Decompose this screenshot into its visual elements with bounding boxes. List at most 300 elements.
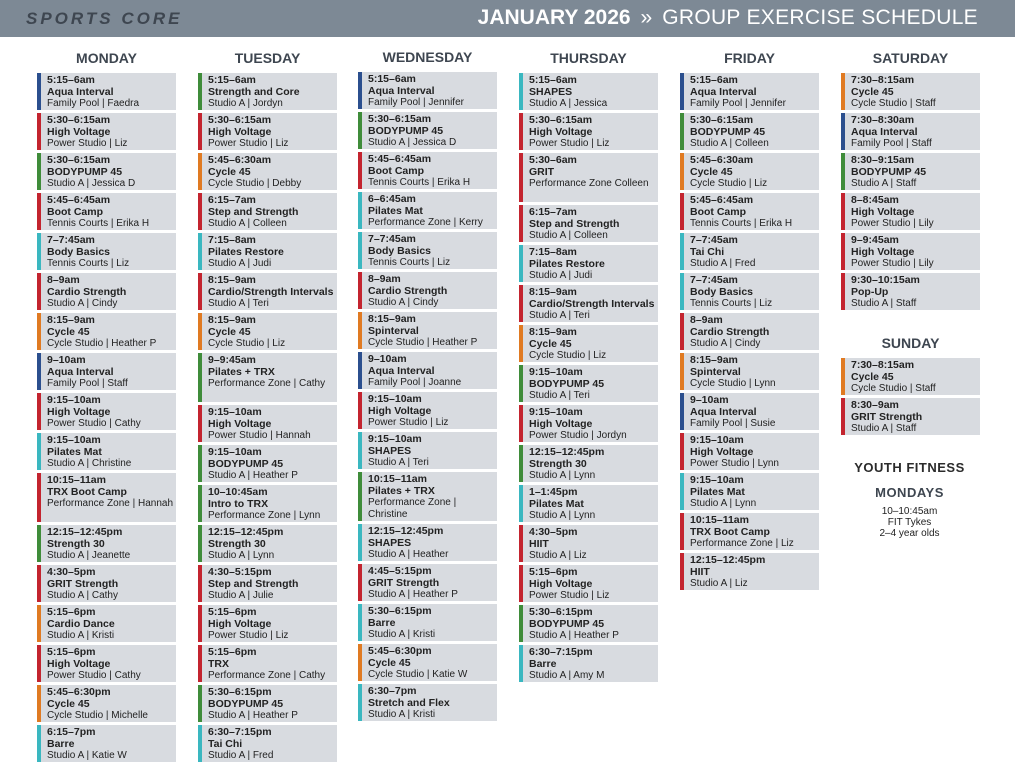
class-location: Studio A | Colleen: [529, 230, 608, 241]
class-name: BODYPUMP 45: [208, 458, 284, 470]
class-time: 5:30–6:15pm: [368, 605, 432, 617]
class-time: 7–7:45am: [47, 234, 95, 246]
class-card: [680, 553, 819, 590]
class-name: Cycle 45: [851, 371, 894, 383]
class-name: Cycle 45: [851, 86, 894, 98]
class-card: [37, 725, 176, 762]
class-location: Tennis Courts | Erika H: [690, 218, 793, 229]
class-location: Studio A | Judi: [529, 270, 593, 281]
class-time: 5:30–6:15am: [529, 114, 593, 126]
class-location: Performance Zone | Kerry: [368, 217, 483, 228]
class-time: 5:15–6am: [208, 74, 256, 86]
class-name: High Voltage: [690, 446, 754, 458]
class-name: Barre: [47, 738, 75, 750]
class-time: 12:15–12:45pm: [208, 526, 284, 538]
class-location: Studio A | Jessica: [529, 98, 608, 109]
class-name: Cycle 45: [47, 326, 90, 338]
class-card: [680, 273, 819, 310]
class-name: HIIT: [690, 566, 710, 578]
class-time: 5:30–6:15am: [208, 114, 272, 126]
class-location: Performance Zone | Christine: [368, 497, 457, 520]
class-name: TRX: [208, 658, 229, 670]
brand-logo: SPORTS CORE: [26, 9, 183, 28]
class-card: [519, 565, 658, 602]
class-card: [37, 433, 176, 470]
class-location: Tennis Courts | Liz: [47, 258, 130, 269]
class-name: Aqua Interval: [368, 85, 435, 97]
class-card: [358, 72, 497, 109]
class-location: Cycle Studio | Staff: [851, 98, 936, 109]
class-card: [37, 565, 176, 602]
class-name: Strength 30: [208, 538, 266, 550]
class-name: Body Basics: [690, 286, 754, 298]
class-card: [198, 405, 337, 442]
class-card: [198, 485, 337, 522]
class-card: [358, 312, 497, 349]
class-location: Studio A | Teri: [208, 298, 269, 309]
class-location: Power Studio | Liz: [368, 417, 449, 428]
class-card: [680, 233, 819, 270]
class-card: [841, 233, 980, 270]
class-location: Studio A | Kristi: [47, 630, 115, 641]
class-location: Power Studio | Liz: [208, 138, 289, 149]
class-location: Studio A | Staff: [851, 178, 917, 189]
class-card: [37, 525, 176, 562]
class-location: Performance Zone Colleen: [529, 178, 649, 189]
class-card: [198, 605, 337, 642]
class-time: 5:45–6:30pm: [368, 645, 432, 657]
class-card: [680, 113, 819, 150]
class-time: 5:15–6pm: [47, 606, 96, 618]
class-card: [841, 398, 980, 435]
class-name: Body Basics: [47, 246, 111, 258]
class-name: Aqua Interval: [47, 86, 114, 98]
class-name: Step and Strength: [208, 206, 299, 218]
day-heading: FRIDAY: [724, 50, 775, 66]
class-location: Studio A | Heather: [368, 549, 449, 560]
class-name: Cardio/Strength Intervals: [529, 298, 655, 310]
class-time: 5:45–6:30am: [690, 154, 754, 166]
class-name: Cycle 45: [47, 698, 90, 710]
class-time: 8:15–9am: [529, 326, 577, 338]
class-name: Boot Camp: [368, 165, 424, 177]
class-card: [37, 473, 176, 522]
day-column-wednesday: [358, 47, 497, 724]
class-time: 5:45–6:30pm: [47, 686, 111, 698]
class-card: [841, 73, 980, 110]
class-time: 8–9am: [368, 273, 401, 285]
class-time: 12:15–12:45pm: [47, 526, 123, 538]
class-name: Cardio Strength: [690, 326, 770, 338]
class-name: Intro to TRX: [208, 498, 269, 510]
class-name: Cycle 45: [208, 166, 251, 178]
class-card: [358, 192, 497, 229]
class-location: Studio A | Cindy: [368, 297, 439, 308]
class-location: Tennis Courts | Liz: [368, 257, 451, 268]
class-time: 6–6:45am: [368, 193, 416, 205]
class-location: Power Studio | Lily: [851, 258, 934, 269]
class-card: [519, 445, 658, 482]
class-card: [358, 472, 497, 521]
class-location: Family Pool | Jennifer: [690, 98, 786, 109]
class-card: [37, 353, 176, 390]
class-location: Performance Zone | Liz: [690, 538, 794, 549]
class-card: [37, 233, 176, 270]
class-time: 4:30–5pm: [47, 566, 96, 578]
class-location: Studio A | Jordyn: [208, 98, 283, 109]
class-time: 8–9am: [47, 274, 80, 286]
class-name: High Voltage: [47, 126, 111, 138]
class-location: Power Studio | Liz: [47, 138, 128, 149]
class-location: Tennis Courts | Erika H: [368, 177, 471, 188]
class-name: TRX Boot Camp: [47, 486, 127, 498]
class-card: [519, 645, 658, 682]
class-location: Power Studio | Liz: [529, 138, 610, 149]
class-card: [198, 153, 337, 190]
class-card: [680, 393, 819, 430]
day-column-monday: [37, 48, 176, 762]
class-location: Studio A | Christine: [47, 458, 132, 469]
class-time: 5:45–6:30am: [208, 154, 272, 166]
class-card: [519, 153, 658, 202]
class-name: TRX Boot Camp: [690, 526, 770, 538]
class-time: 10–10:45am: [208, 486, 268, 498]
class-card: [37, 73, 176, 110]
class-name: Tai Chi: [690, 246, 725, 258]
class-name: BODYPUMP 45: [47, 166, 123, 178]
class-time: 9:15–10am: [208, 446, 262, 458]
class-time: 12:15–12:45pm: [529, 446, 605, 458]
class-card: [519, 73, 658, 110]
class-location: Power Studio | Hannah: [208, 430, 311, 441]
class-name: Aqua Interval: [47, 366, 114, 378]
class-time: 5:15–6am: [690, 74, 738, 86]
day-heading: WEDNESDAY: [382, 49, 473, 65]
class-card: [519, 245, 658, 282]
class-card: [37, 153, 176, 190]
class-card: [680, 193, 819, 230]
youth-time: 10–10:45am: [881, 506, 938, 517]
class-card: [198, 445, 337, 482]
class-time: 7–7:45am: [368, 233, 416, 245]
class-time: 5:30–6:15am: [47, 114, 111, 126]
class-time: 7:30–8:15am: [851, 359, 915, 371]
class-name: High Voltage: [208, 618, 272, 630]
class-name: Strength 30: [529, 458, 587, 470]
page-title: [478, 6, 978, 30]
class-card: [841, 273, 980, 310]
class-card: [358, 112, 497, 149]
class-card: [198, 273, 337, 310]
class-name: High Voltage: [368, 405, 432, 417]
class-card: [680, 473, 819, 510]
class-location: Studio A | Kristi: [368, 629, 436, 640]
class-time: 9–9:45am: [851, 234, 899, 246]
header-bar: [0, 0, 1015, 37]
youth-ages: 2–4 year olds: [879, 528, 940, 539]
class-location: Studio A | Liz: [690, 578, 748, 589]
youth-fitness-section: [838, 460, 981, 539]
class-name: Cardio/Strength Intervals: [208, 286, 334, 298]
class-name: High Voltage: [851, 246, 915, 258]
class-card: [358, 152, 497, 189]
class-name: BODYPUMP 45: [529, 378, 605, 390]
class-name: Spinterval: [368, 325, 419, 337]
youth-title: YOUTH FITNESS: [854, 460, 965, 475]
day-heading: SUNDAY: [881, 335, 940, 351]
class-location: Tennis Courts | Liz: [690, 298, 773, 309]
day-heading: THURSDAY: [550, 50, 627, 66]
class-card: [680, 73, 819, 110]
class-location: Performance Zone | Lynn: [208, 510, 321, 521]
class-location: Performance Zone | Cathy: [208, 670, 326, 681]
class-location: Studio A | Staff: [851, 298, 917, 309]
class-time: 7–7:45am: [690, 234, 738, 246]
class-location: Studio A | Lynn: [208, 550, 275, 561]
class-time: 7:15–8am: [529, 246, 577, 258]
class-name: High Voltage: [47, 658, 111, 670]
class-location: Studio A | Staff: [851, 423, 917, 434]
class-location: Studio A | Jeanette: [47, 550, 131, 561]
class-time: 5:45–6:45am: [368, 153, 432, 165]
class-location: Cycle Studio | Katie W: [368, 669, 468, 680]
class-name: Cycle 45: [690, 166, 733, 178]
day-heading: TUESDAY: [234, 50, 301, 66]
class-location: Studio A | Heather P: [529, 630, 619, 641]
class-name: Pilates + TRX: [368, 485, 435, 497]
class-card: [841, 193, 980, 230]
class-name: Aqua Interval: [690, 406, 757, 418]
class-time: 10:15–11am: [368, 473, 427, 485]
class-card: [198, 685, 337, 722]
class-location: Power Studio | Lynn: [690, 458, 779, 469]
class-name: Pilates Restore: [529, 258, 605, 270]
class-card: [198, 193, 337, 230]
class-location: Performance Zone | Hannah: [47, 498, 174, 509]
class-time: 10:15–11am: [47, 474, 106, 486]
class-time: 1–1:45pm: [529, 486, 578, 498]
class-name: High Voltage: [208, 418, 272, 430]
class-location: Power Studio | Jordyn: [529, 430, 627, 441]
class-time: 6:30–7:15pm: [529, 646, 593, 658]
class-card: [198, 565, 337, 602]
class-name: Spinterval: [690, 366, 741, 378]
class-time: 8:15–9am: [529, 286, 577, 298]
class-location: Studio A | Fred: [208, 750, 274, 761]
class-card: [680, 313, 819, 350]
class-card: [358, 232, 497, 269]
class-time: 7:15–8am: [208, 234, 256, 246]
class-name: Barre: [368, 617, 396, 629]
class-name: Pilates Mat: [368, 205, 423, 217]
class-card: [198, 645, 337, 682]
class-time: 9:15–10am: [368, 393, 422, 405]
class-time: 5:30–6:15pm: [208, 686, 272, 698]
class-location: Studio A | Teri: [368, 457, 429, 468]
class-time: 9–10am: [368, 353, 407, 365]
class-location: Family Pool | Faedra: [47, 98, 140, 109]
class-location: Cycle Studio | Heather P: [368, 337, 478, 348]
class-time: 10:15–11am: [690, 514, 749, 526]
class-name: Boot Camp: [47, 206, 103, 218]
class-name: SHAPES: [529, 86, 573, 98]
class-card: [198, 353, 337, 402]
class-location: Studio A | Judi: [208, 258, 272, 269]
class-location: Studio A | Heather P: [368, 589, 458, 600]
class-time: 8:15–9am: [690, 354, 738, 366]
class-time: 4:30–5pm: [529, 526, 578, 538]
day-column-sunday: [841, 333, 980, 438]
day-column-tuesday: [198, 48, 337, 762]
class-card: [841, 358, 980, 395]
class-location: Studio A | Lynn: [529, 510, 596, 521]
class-name: GRIT: [529, 166, 555, 178]
class-location: Tennis Courts | Erika H: [47, 218, 150, 229]
class-name: Pilates Mat: [690, 486, 745, 498]
class-card: [358, 352, 497, 389]
class-time: 8:15–9am: [208, 314, 256, 326]
class-time: 9:15–10am: [529, 406, 583, 418]
class-location: Studio A | Jessica D: [47, 178, 136, 189]
class-card: [358, 644, 497, 681]
class-name: Pilates Restore: [208, 246, 284, 258]
class-name: Cardio Strength: [368, 285, 448, 297]
class-card: [358, 564, 497, 601]
class-name: High Voltage: [529, 126, 593, 138]
class-time: 8:15–9am: [208, 274, 256, 286]
class-location: Studio A | Colleen: [208, 218, 287, 229]
class-location: Studio A | Jessica D: [368, 137, 457, 148]
class-time: 8–9am: [690, 314, 723, 326]
class-location: Power Studio | Lily: [851, 218, 934, 229]
class-time: 4:45–5:15pm: [368, 565, 432, 577]
class-time: 5:45–6:45am: [690, 194, 754, 206]
class-name: BODYPUMP 45: [851, 166, 927, 178]
class-name: HIIT: [529, 538, 549, 550]
class-time: 8–8:45am: [851, 194, 899, 206]
class-card: [358, 392, 497, 429]
class-time: 7:30–8:30am: [851, 114, 915, 126]
class-card: [198, 233, 337, 270]
class-time: 9:15–10am: [690, 474, 744, 486]
youth-subtitle: MONDAYS: [875, 485, 944, 500]
class-location: Family Pool | Jennifer: [368, 97, 464, 108]
class-card: [519, 365, 658, 402]
class-card: [519, 405, 658, 442]
class-time: 6:15–7am: [529, 206, 577, 218]
class-location: Cycle Studio | Heather P: [47, 338, 157, 349]
class-location: Power Studio | Liz: [208, 630, 289, 641]
class-location: Studio A | Heather P: [208, 710, 298, 721]
class-card: [358, 604, 497, 641]
class-name: High Voltage: [529, 578, 593, 590]
class-card: [198, 313, 337, 350]
class-location: Cycle Studio | Lynn: [690, 378, 776, 389]
class-location: Family Pool | Staff: [851, 138, 932, 149]
class-time: 9–9:45am: [208, 354, 256, 366]
class-time: 7–7:45am: [690, 274, 738, 286]
class-name: Strength and Core: [208, 86, 300, 98]
class-time: 12:15–12:45pm: [368, 525, 444, 537]
class-card: [198, 525, 337, 562]
class-location: Studio A | Heather P: [208, 470, 298, 481]
class-card: [841, 113, 980, 150]
class-card: [198, 73, 337, 110]
class-time: 9:30–10:15am: [851, 274, 920, 286]
class-time: 6:15–7pm: [47, 726, 96, 738]
class-time: 9:15–10am: [47, 434, 101, 446]
class-card: [37, 193, 176, 230]
class-name: SHAPES: [368, 537, 412, 549]
youth-class-name: FIT Tykes: [887, 517, 932, 528]
class-card: [358, 684, 497, 721]
class-name: High Voltage: [47, 406, 111, 418]
class-name: BODYPUMP 45: [208, 698, 284, 710]
class-card: [680, 153, 819, 190]
class-card: [519, 485, 658, 522]
class-name: GRIT Strength: [851, 411, 923, 423]
class-name: BODYPUMP 45: [690, 126, 766, 138]
class-time: 9:15–10am: [368, 433, 422, 445]
class-time: 9:15–10am: [208, 406, 262, 418]
class-name: Pop-Up: [851, 286, 889, 298]
class-location: Studio A | Amy M: [529, 670, 605, 681]
class-time: 12:15–12:45pm: [690, 554, 766, 566]
class-name: Body Basics: [368, 245, 432, 257]
class-name: Pilates Mat: [47, 446, 102, 458]
class-card: [519, 525, 658, 562]
class-location: Cycle Studio | Debby: [208, 178, 302, 189]
class-location: Cycle Studio | Liz: [529, 350, 607, 361]
class-name: GRIT Strength: [368, 577, 440, 589]
class-location: Studio A | Liz: [529, 550, 587, 561]
class-card: [358, 524, 497, 561]
class-time: 9:15–10am: [529, 366, 583, 378]
schedule-title: GROUP EXERCISE SCHEDULE: [662, 6, 978, 29]
class-location: Power Studio | Liz: [529, 590, 610, 601]
class-card: [37, 273, 176, 310]
class-location: Family Pool | Susie: [690, 418, 776, 429]
class-time: 5:30–6:15pm: [529, 606, 593, 618]
day-column-saturday: [841, 48, 980, 313]
class-location: Family Pool | Joanne: [368, 377, 462, 388]
class-location: Power Studio | Cathy: [47, 418, 141, 429]
class-card: [37, 113, 176, 150]
class-time: 8:30–9am: [851, 399, 899, 411]
class-card: [37, 685, 176, 722]
class-name: Step and Strength: [208, 578, 299, 590]
class-time: 5:15–6am: [529, 74, 577, 86]
class-card: [519, 205, 658, 242]
class-name: Strength 30: [47, 538, 105, 550]
class-time: 5:30–6:15am: [368, 113, 432, 125]
class-time: 8:30–9:15am: [851, 154, 915, 166]
month-label: JANUARY 2026: [477, 6, 631, 29]
class-card: [198, 113, 337, 150]
class-name: Cycle 45: [368, 657, 411, 669]
class-name: Aqua Interval: [368, 365, 435, 377]
day-heading: SATURDAY: [872, 50, 949, 66]
day-heading: MONDAY: [76, 50, 137, 66]
class-name: Cycle 45: [208, 326, 251, 338]
class-card: [519, 325, 658, 362]
class-location: Studio A | Cathy: [47, 590, 118, 601]
class-time: 9:15–10am: [47, 394, 101, 406]
class-card: [358, 272, 497, 309]
class-location: Cycle Studio | Michelle: [47, 710, 148, 721]
class-location: Cycle Studio | Liz: [208, 338, 286, 349]
class-card: [37, 393, 176, 430]
